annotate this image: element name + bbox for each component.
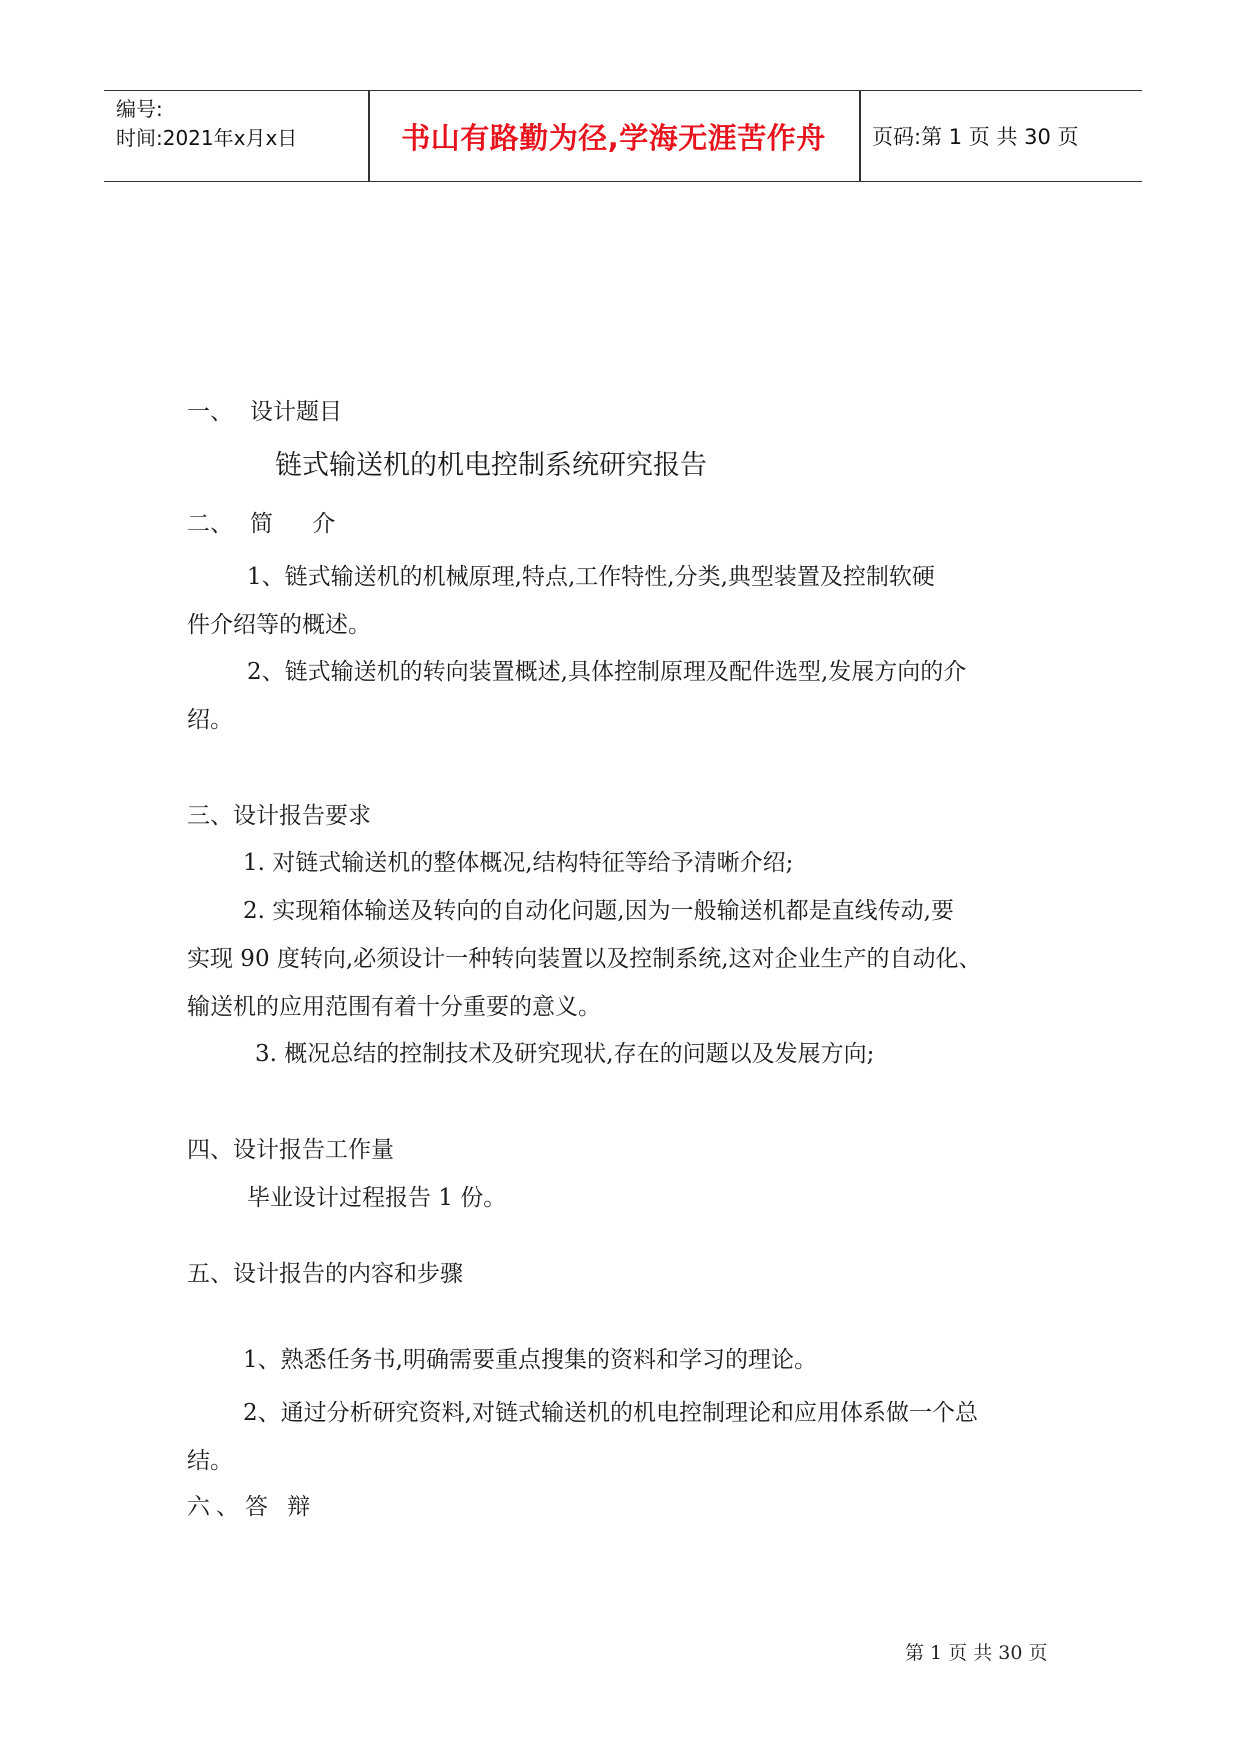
paragraph: 2、链式输送机的转向装置概述,具体控制原理及配件选型,发展方向的介: [247, 659, 967, 685]
paragraph: 1. 对链式输送机的整体概况,结构特征等给予清晰介绍;: [243, 850, 794, 876]
paragraph: 1、链式输送机的机械原理,特点,工作特性,分类,典型装置及控制软硬: [247, 564, 935, 590]
page-header: [104, 90, 1142, 182]
document-code-label: 编号:: [116, 97, 163, 121]
section-6-heading: 六、答 辩: [187, 1494, 317, 1520]
section-3-heading: 三、设计报告要求: [187, 803, 371, 829]
section-1-number: 一、: [187, 399, 233, 425]
page-footer: 第 1 页 共 30 页: [905, 1642, 1048, 1664]
header-meta: [116, 95, 297, 153]
paragraph: 毕业设计过程报告 1 份。: [247, 1185, 507, 1211]
section-2-heading: 简 介: [250, 511, 352, 537]
section-4-heading: 四、设计报告工作量: [187, 1137, 394, 1163]
paragraph: 件介绍等的概述。: [187, 612, 371, 638]
paragraph: 实现 90 度转向,必须设计一种转向装置以及控制系统,这对企业生产的自动化、: [187, 946, 982, 972]
section-2-number: 二、: [187, 511, 233, 537]
section-5-heading: 五、设计报告的内容和步骤: [187, 1261, 463, 1287]
paragraph: 输送机的应用范围有着十分重要的意义。: [187, 994, 601, 1020]
paragraph: 绍。: [187, 707, 233, 733]
paragraph: 结。: [187, 1448, 233, 1474]
design-subject: 链式输送机的机电控制系统研究报告: [275, 450, 707, 481]
header-motto: 书山有路勤为径,学海无涯苦作舟: [401, 120, 826, 155]
paragraph: 2、通过分析研究资料,对链式输送机的机电控制理论和应用体系做一个总: [243, 1400, 978, 1426]
header-page-number: 页码:第 1 页 共 30 页: [872, 125, 1079, 149]
header-divider: [859, 91, 861, 181]
document-time-label: 时间:2021年x月x日: [116, 126, 298, 150]
paragraph: 1、熟悉任务书,明确需要重点搜集的资料和学习的理论。: [243, 1347, 817, 1373]
section-1-heading: 设计题目: [250, 399, 342, 425]
paragraph: 3. 概况总结的控制技术及研究现状,存在的问题以及发展方向;: [255, 1041, 875, 1067]
paragraph: 2. 实现箱体输送及转向的自动化问题,因为一般输送机都是直线传动,要: [243, 898, 954, 924]
